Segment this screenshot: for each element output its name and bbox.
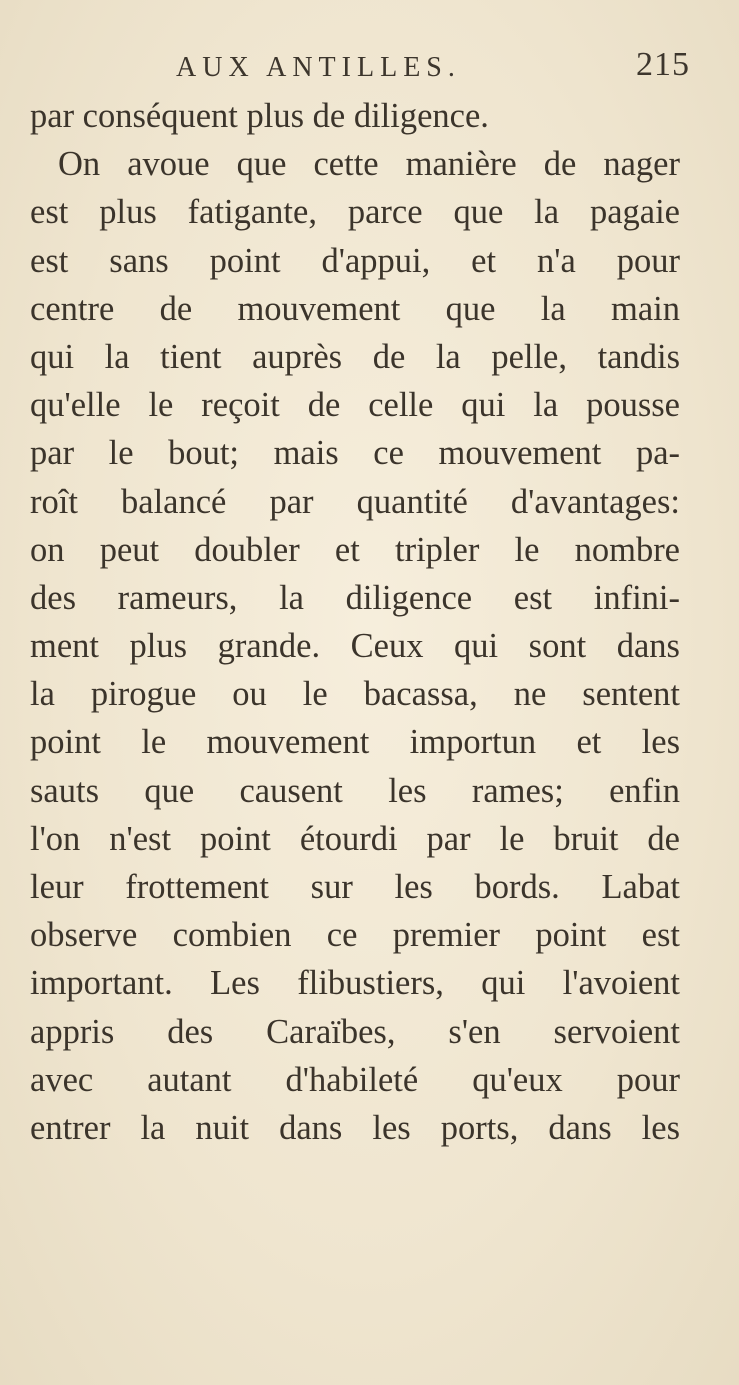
text-line: on peut doubler et tripler le nombre <box>30 530 680 569</box>
text-line: est sans point d'appui, et n'a pour <box>30 241 680 280</box>
text-line: appris des Caraïbes, s'en servoient <box>30 1012 680 1051</box>
text-line: centre de mouvement que la main <box>30 289 680 328</box>
text-line: des rameurs, la diligence est infini- <box>30 578 680 617</box>
page-header <box>30 46 690 90</box>
text-line: par conséquent plus de diligence. <box>30 97 489 135</box>
text-line: observe combien ce premier point est <box>30 916 680 955</box>
body-text <box>30 92 680 1152</box>
text-line: point le mouvement importun et les <box>30 723 680 762</box>
text-line: roît balancé par quantité d'avantages: <box>30 482 680 521</box>
text-line: qu'elle le reçoit de celle qui la pousse <box>30 386 680 425</box>
text-line: la pirogue ou le bacassa, ne sentent <box>30 675 680 714</box>
text-line: avec autant d'habileté qu'eux pour <box>30 1060 680 1099</box>
text-line: est plus fatigante, parce que la pagaie <box>30 193 680 232</box>
text-line: On avoue que cette manière de nager <box>58 145 680 184</box>
text-line: ment plus grande. Ceux qui sont dans <box>30 627 680 666</box>
running-title: AUX ANTILLES. <box>176 52 461 83</box>
text-line: leur frottement sur les bords. Labat <box>30 868 680 906</box>
text-line: qui la tient auprès de la pelle, tandis <box>30 337 680 376</box>
text-line: important. Les flibustiers, qui l'avoient <box>30 964 680 1003</box>
page-number: 215 <box>636 46 690 83</box>
text-line: l'on n'est point étourdi par le bruit de <box>30 819 680 858</box>
text-line: entrer la nuit dans les ports, dans les <box>30 1108 680 1147</box>
text-line: sauts que causent les rames; enfin <box>30 771 680 810</box>
text-line: par le bout; mais ce mouvement pa- <box>30 434 680 473</box>
